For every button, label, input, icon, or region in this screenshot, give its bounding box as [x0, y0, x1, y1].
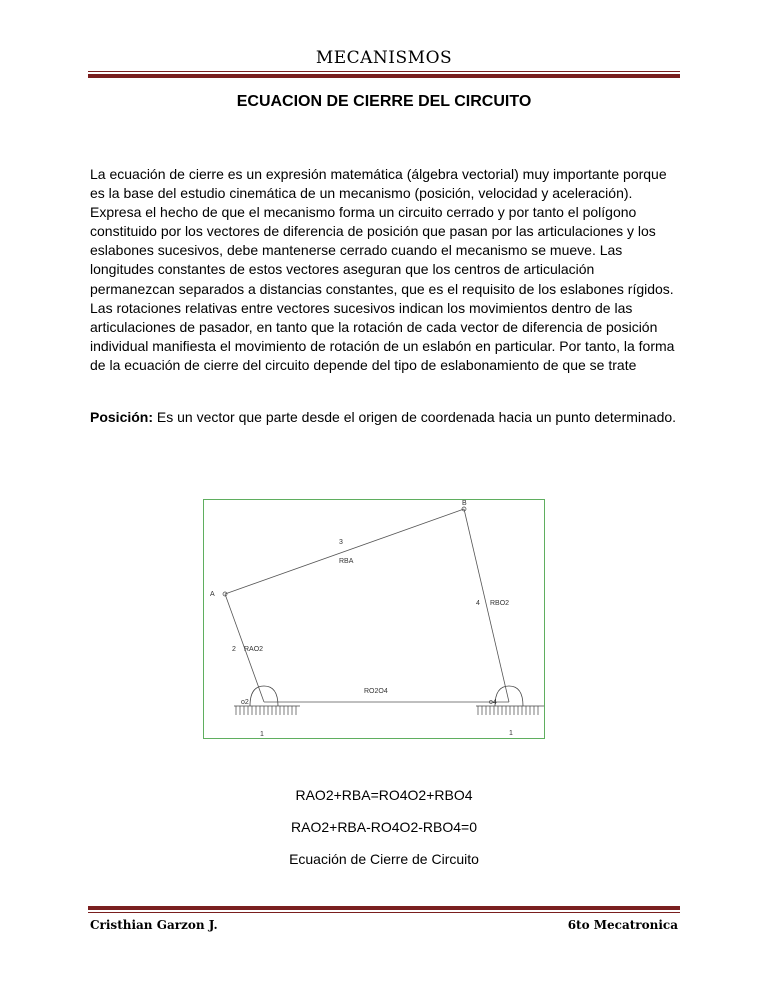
- ground-hatch-right: [478, 706, 538, 715]
- label-link-3: 3: [339, 539, 343, 546]
- page-header-title: MECANISMOS: [315, 48, 453, 68]
- label-link-4: 4: [476, 600, 480, 607]
- header-rule: [88, 71, 680, 78]
- position-text: Es un vector que parte desde el origen de coordenada hacia un punto determinado.: [153, 409, 677, 425]
- document-title: ECUACION DE CIERRE DEL CIRCUITO: [236, 93, 532, 110]
- footer-rule: [88, 906, 680, 913]
- pivot-o4: [495, 686, 523, 706]
- four-bar-linkage: [204, 500, 544, 738]
- pivot-o2: [250, 686, 278, 706]
- equation-1: RAO2+RBA=RO4O2+RBO4: [295, 787, 473, 803]
- body-paragraph: La ecuación de cierre es un expresión matemática (álgebra vectorial) muy importante porque es la base del estudio cinemática de un mecanismo (posición, velocidad y aceleración). Expresa el hecho de que el mecanismo forma un circuito cerrado y por tanto el polígono constituido por los vectores de diferencia de posición que pasan por las articulaciones y los eslabones sucesivos, debe mantenerse cerrado cuando el mecanismo se mueve. Las longitudes constantes de estos vectores aseguran que los centros de articulación permanezcan separados a distancias constantes, que es el requisito de los eslabones rígidos. Las rotaciones relativas entre vectores sucesivos indican los movimientos dentro de las articulaciones de pasador, en tanto que la rotación de cada vector de diferencia de posición individual manifiesta el movimiento de rotación de un eslabón en particular. Por tanto, la forma de la ecuación de cierre del circuito depende del tipo de eslabonamiento de que se trate: [90, 166, 675, 373]
- label-link-2: 2: [232, 646, 236, 653]
- mechanism-diagram: [203, 499, 545, 739]
- equation-caption: Ecuación de Cierre de Circuito: [289, 851, 479, 867]
- label-ground-left: 1: [260, 731, 264, 738]
- position-paragraph: [90, 408, 680, 427]
- position-label: Posición:: [90, 409, 154, 425]
- footer-author: Cristhian Garzon J.: [90, 918, 218, 932]
- equation-2: RAO2+RBA-RO4O2-RBO4=0: [291, 819, 477, 835]
- label-ro2o4: RO2O4: [364, 688, 388, 695]
- label-rba: RBA: [339, 558, 354, 565]
- label-o4: o4: [489, 699, 497, 706]
- label-b: B: [462, 500, 467, 507]
- label-o2: o2: [241, 699, 249, 706]
- ground-hatch-left: [236, 706, 296, 715]
- label-rbo2: RBO2: [490, 600, 510, 607]
- label-rao2: RAO2: [244, 646, 264, 653]
- link-3: [225, 509, 464, 594]
- footer-course: 6to Mecatronica: [567, 918, 678, 932]
- label-a: A: [210, 591, 215, 598]
- label-ground-right: 1: [509, 730, 513, 737]
